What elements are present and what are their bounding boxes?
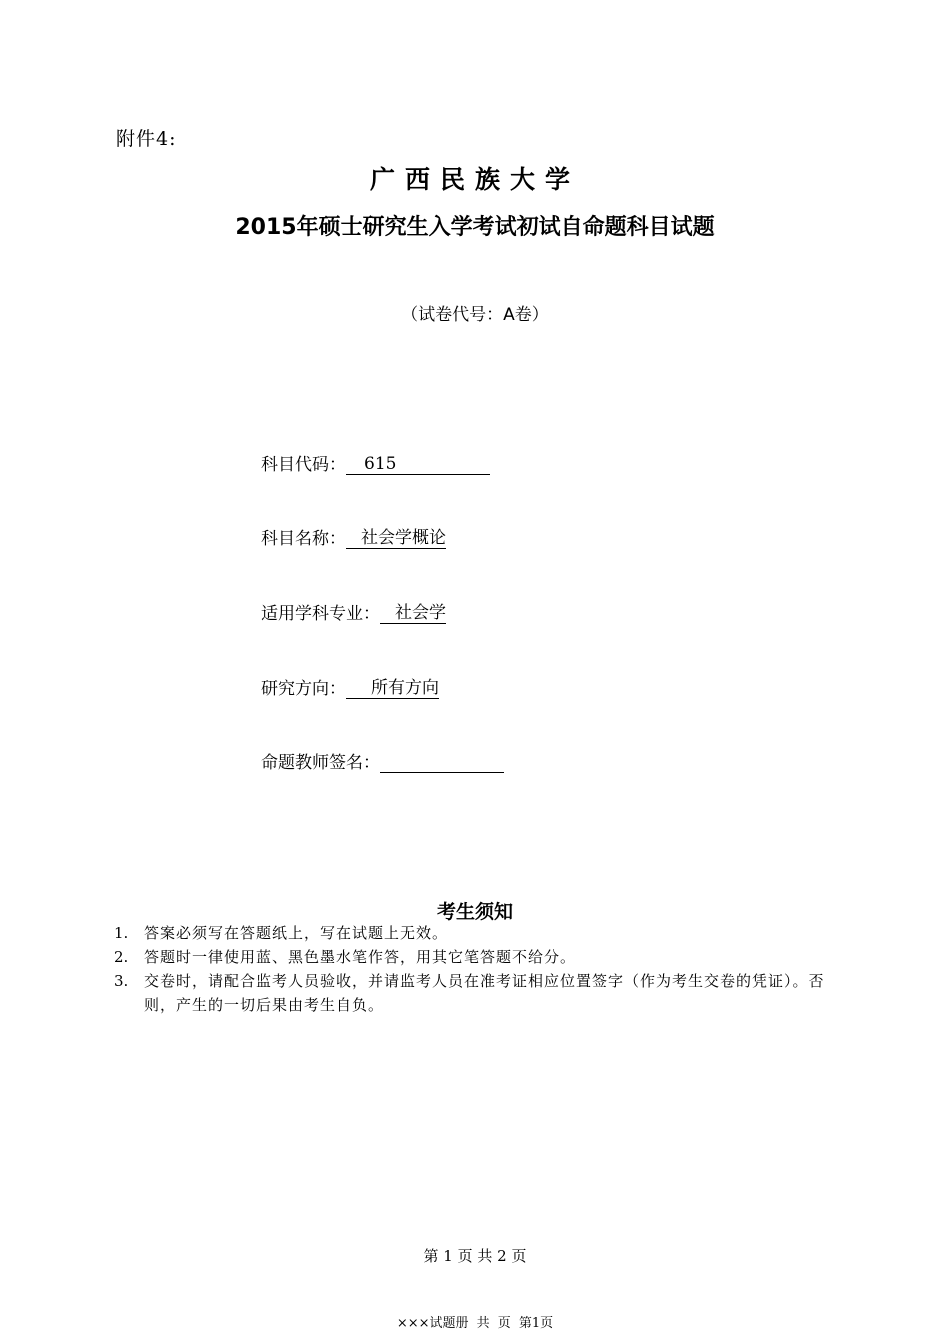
rule-number: 1. — [114, 924, 129, 942]
rule-number: 3. — [114, 972, 129, 990]
paper-code: （试卷代号：A卷） — [401, 305, 549, 325]
direction-field — [261, 674, 439, 699]
subject-code-value: 615 — [346, 453, 490, 475]
teacher-signature-label: 命题教师签名： — [261, 753, 380, 773]
direction-value: 所有方向 — [346, 677, 439, 699]
notice-rule — [114, 945, 844, 969]
page-number: 第 1 页 共 2 页 — [423, 1247, 527, 1265]
subject-code-label: 科目代码： — [261, 455, 346, 475]
rule-text: 答题时一律使用蓝、黑色墨水笔作答，用其它笔答题不给分。 — [144, 948, 577, 966]
exam-title: 2015年硕士研究生入学考试初试自命题科目试题 — [235, 215, 715, 240]
major-value: 社会学 — [380, 602, 446, 624]
rule-text: 交卷时，请配合监考人员验收，并请监考人员在准考证相应位置签字（作为考生交卷的凭证）。否则，产生的一切后果由考生自负。 — [144, 972, 825, 1014]
rule-number: 2. — [114, 948, 129, 966]
major-field — [261, 599, 446, 624]
notice-rule — [114, 921, 844, 945]
notice-title: 考生须知 — [436, 901, 513, 923]
notice-rule — [114, 969, 844, 1017]
booklet-footer: ×××试题册 共 页 第1页 — [396, 1316, 554, 1331]
subject-name-value: 社会学概论 — [346, 527, 446, 549]
university-name: 广西民族大学 — [369, 165, 580, 194]
major-label: 适用学科专业： — [261, 604, 380, 624]
subject-name-label: 科目名称： — [261, 529, 346, 549]
teacher-signature-blank — [380, 751, 504, 773]
subject-code-field — [261, 450, 490, 475]
teacher-signature-field — [261, 748, 504, 773]
attachment-label: 附件4: — [116, 128, 177, 150]
rule-text: 答案必须写在答题纸上，写在试题上无效。 — [144, 924, 449, 942]
subject-name-field — [261, 524, 446, 549]
direction-label: 研究方向： — [261, 679, 346, 699]
